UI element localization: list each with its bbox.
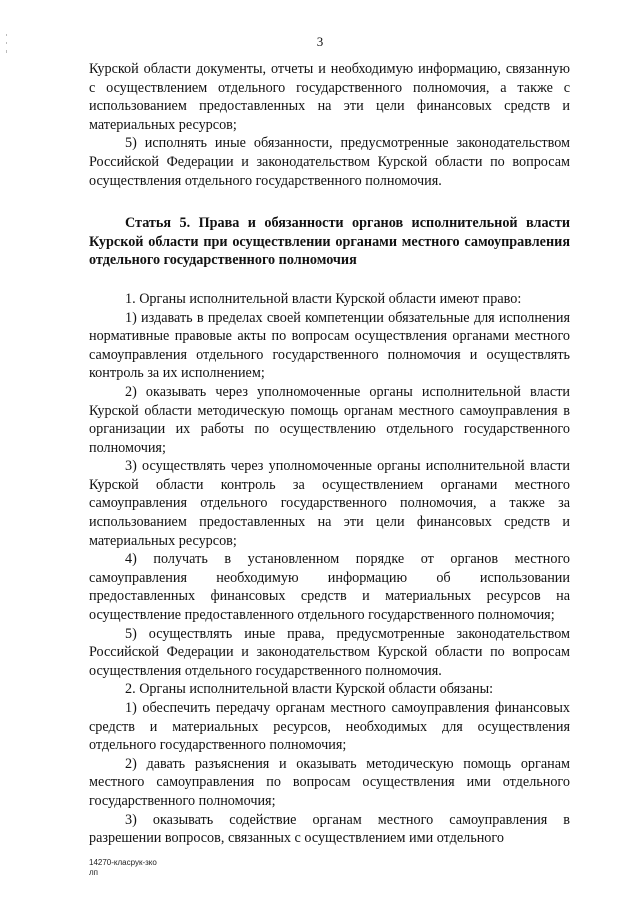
footer-code: 14270-класрук-зко — [89, 858, 157, 867]
footer-initials: лп — [89, 868, 98, 877]
section-intro: 1. Органы исполнительной власти Курской области имеют право: — [125, 290, 522, 307]
list-item: 2) давать разъяснения и оказывать методическую помощь органам местного самоуправления по вопросам осуществления ими отдельного государственного полномочия; — [89, 755, 570, 809]
document-footer — [89, 858, 157, 878]
list-item: 3) оказывать содействие органам местного самоуправления в разрешении вопросов, связанных с осуществлением ими отдельного — [89, 811, 570, 847]
scan-mark — [6, 50, 7, 53]
paragraph-continuation: Курской области документы, отчеты и необходимую информацию, связанную с осуществлением отдельного государственного полномочия, а также с использованием предоставленных на эти цели финансовых средств и материальных ресурсов; — [89, 61, 570, 133]
section-intro: 2. Органы исполнительной власти Курской области обязаны: — [125, 681, 494, 698]
document-body — [89, 60, 570, 848]
article-heading: Статья 5. Права и обязанности органов исполнительной власти Курской области при осуществлении органами местного самоуправления отдельного государственного полномочия — [89, 215, 570, 269]
list-item: 1) обеспечить передачу органам местного самоуправления финансовых средств и материальных ресурсов, необходимых для осуществления отдельного государственного полномочия; — [89, 700, 570, 754]
list-item: 5) осуществлять иные права, предусмотренные законодательством Российской Федерации и законодательством Курской области по вопросам осуществления отдельного государственного полномочия. — [89, 625, 570, 679]
list-item: 1) издавать в пределах своей компетенции обязательные для исполнения нормативные правовые акты по вопросам осуществления органами местного самоуправления отдельного государственного полномочия и осуществлять контроль за их исполнением; — [89, 309, 570, 382]
list-item: 4) получать в установленном порядке от органов местного самоуправления необходимую информацию об использовании предоставленных финансовых средств и материальных ресурсов на осуществление предоставленного отдельного государственного полномочия; — [89, 551, 570, 624]
page-number: 3 — [316, 34, 324, 49]
list-item: 2) оказывать через уполномоченные органы исполнительной власти Курской области методическую помощь органам местного самоуправления в организации их работы по осуществлению отдельного государственного полномочия; — [89, 383, 570, 456]
list-item: 3) осуществлять через уполномоченные органы исполнительной власти Курской области контроль за осуществлением органами местного самоуправления отдельного государственного полномочия, а также за использованием предоставленных на эти цели финансовых средств и материальных ресурсов; — [89, 458, 570, 549]
paragraph-item: 5) исполнять иные обязанности, предусмотренные законодательством Российской Федерации и законодательством Курской области по вопросам осуществления отдельного государственного полномочия. — [89, 135, 570, 189]
